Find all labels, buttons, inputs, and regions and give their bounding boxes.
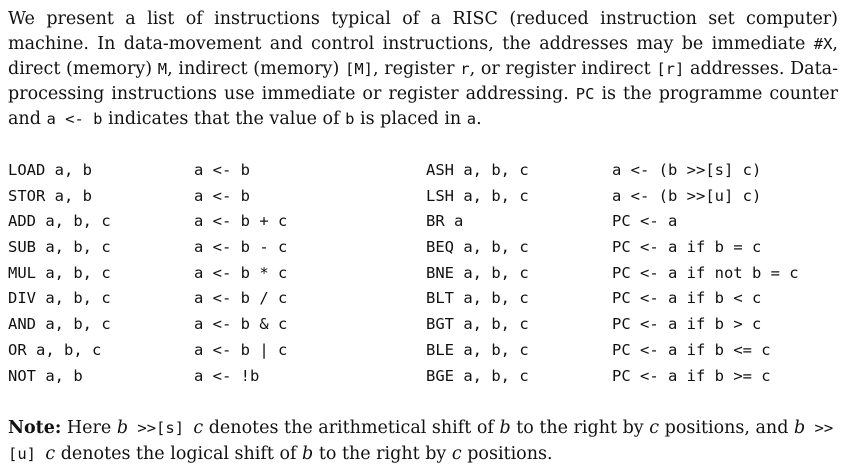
indirect-address-code: [M] [344,60,373,78]
instruction-mnemonic: BR a [426,212,464,231]
math-var-b: b [793,418,806,438]
assignment-code: a <- b [46,110,103,128]
instruction-semantics: a <- b / c [194,289,288,308]
note-text: to the right by [313,444,452,464]
instruction-mnemonic: ASH a, b, c [426,161,529,179]
register-address-code: r [460,60,470,78]
intro-text: indicates that the value of [102,109,346,129]
note-label: Note: [8,418,62,438]
instruction-mnemonic: LOAD a, b [8,161,92,179]
instruction-semantics: a <- b | c [194,340,288,359]
instruction-semantics: PC <- a [612,212,678,231]
instruction-row [8,187,838,213]
note-paragraph [8,415,838,467]
instruction-row [8,315,838,341]
b-code: b [345,110,355,128]
direct-address-code: M [157,60,168,78]
instruction-row [8,341,838,367]
instruction-mnemonic: BGE a, b, c [426,366,529,385]
instruction-row [8,161,838,187]
instruction-semantics: a <- (b >>[s] c) [612,161,762,179]
note-text: Here [61,418,117,438]
intro-text: addresses. Data-processing instructions use immediate or register addressing. [8,59,838,104]
instruction-semantics: a <- b [194,161,250,179]
a-code: a [466,110,477,128]
math-var-b: b [499,418,511,438]
math-var-b: b [116,418,129,438]
instruction-semantics: a <- b * c [194,263,288,282]
instruction-semantics: a <- b [194,186,250,205]
instruction-mnemonic: STOR a, b [8,186,92,205]
instruction-semantics: PC <- a if not b = c [612,263,799,282]
instruction-mnemonic: LSH a, b, c [426,186,529,205]
instruction-semantics: a <- b & c [194,315,288,334]
pc-code: PC [575,85,595,103]
intro-text: , or register indirect [469,59,657,79]
instruction-row [8,367,838,393]
note-text: to the right by [510,418,650,438]
note-text: denotes the logical shift of [55,444,303,464]
intro-text: . [476,109,482,129]
instruction-mnemonic: BEQ a, b, c [426,238,529,257]
instruction-mnemonic: DIV a, b, c [8,289,111,308]
instruction-row [8,212,838,238]
instruction-row [8,264,838,290]
math-var-b: b [302,444,314,464]
intro-text: , direct (memory) [8,34,838,79]
instruction-mnemonic: SUB a, b, c [8,238,111,257]
math-var-c: c [193,418,204,438]
instruction-semantics: a <- !b [194,366,260,385]
instruction-mnemonic: BNE a, b, c [426,263,529,282]
instruction-mnemonic: NOT a, b [8,366,83,385]
register-indirect-address-code: [r] [656,60,685,78]
note-text: positions. [461,444,553,464]
instruction-semantics: a <- (b >>[u] c) [612,186,762,205]
instruction-semantics: PC <- a if b = c [612,238,762,257]
document-page [8,7,838,464]
instruction-mnemonic: MUL a, b, c [8,263,111,282]
instruction-table [8,161,838,392]
math-var-c: c [649,418,660,438]
intro-text: is placed in [354,109,467,129]
instruction-semantics: PC <- a if b > c [612,315,762,334]
note-text: denotes the arithmetical shift of [203,418,500,438]
intro-paragraph [8,7,838,132]
intro-text: , register [372,59,461,79]
instruction-row [8,289,838,315]
arith-shift-symbol: >>[s] [128,419,194,437]
instruction-semantics: a <- b - c [194,238,288,257]
instruction-semantics: PC <- a if b >= c [612,366,771,385]
instruction-mnemonic: OR a, b, c [8,340,102,359]
instruction-semantics: a <- b + c [194,212,288,231]
intro-text: We present a list of instructions typical of a RISC (reduced instruction set computer) machine. In data-movement and control instructions, the addresses may be immediate [8,9,838,54]
intro-text: is the programme counter and [8,84,838,129]
instruction-row [8,238,838,264]
instruction-mnemonic: BLT a, b, c [426,289,529,308]
intro-text: , indirect (memory) [167,59,345,79]
instruction-semantics: PC <- a if b <= c [612,340,771,359]
instruction-mnemonic: AND a, b, c [8,315,111,334]
logical-shift-symbol: >>[u] [8,419,834,463]
instruction-mnemonic: BLE a, b, c [426,340,529,359]
math-var-c: c [45,444,56,464]
math-var-c: c [451,444,462,464]
immediate-address-code: #X [813,35,833,53]
note-text: positions, and [659,418,794,438]
instruction-mnemonic: BGT a, b, c [426,315,529,334]
instruction-semantics: PC <- a if b < c [612,289,762,308]
instruction-mnemonic: ADD a, b, c [8,212,111,231]
